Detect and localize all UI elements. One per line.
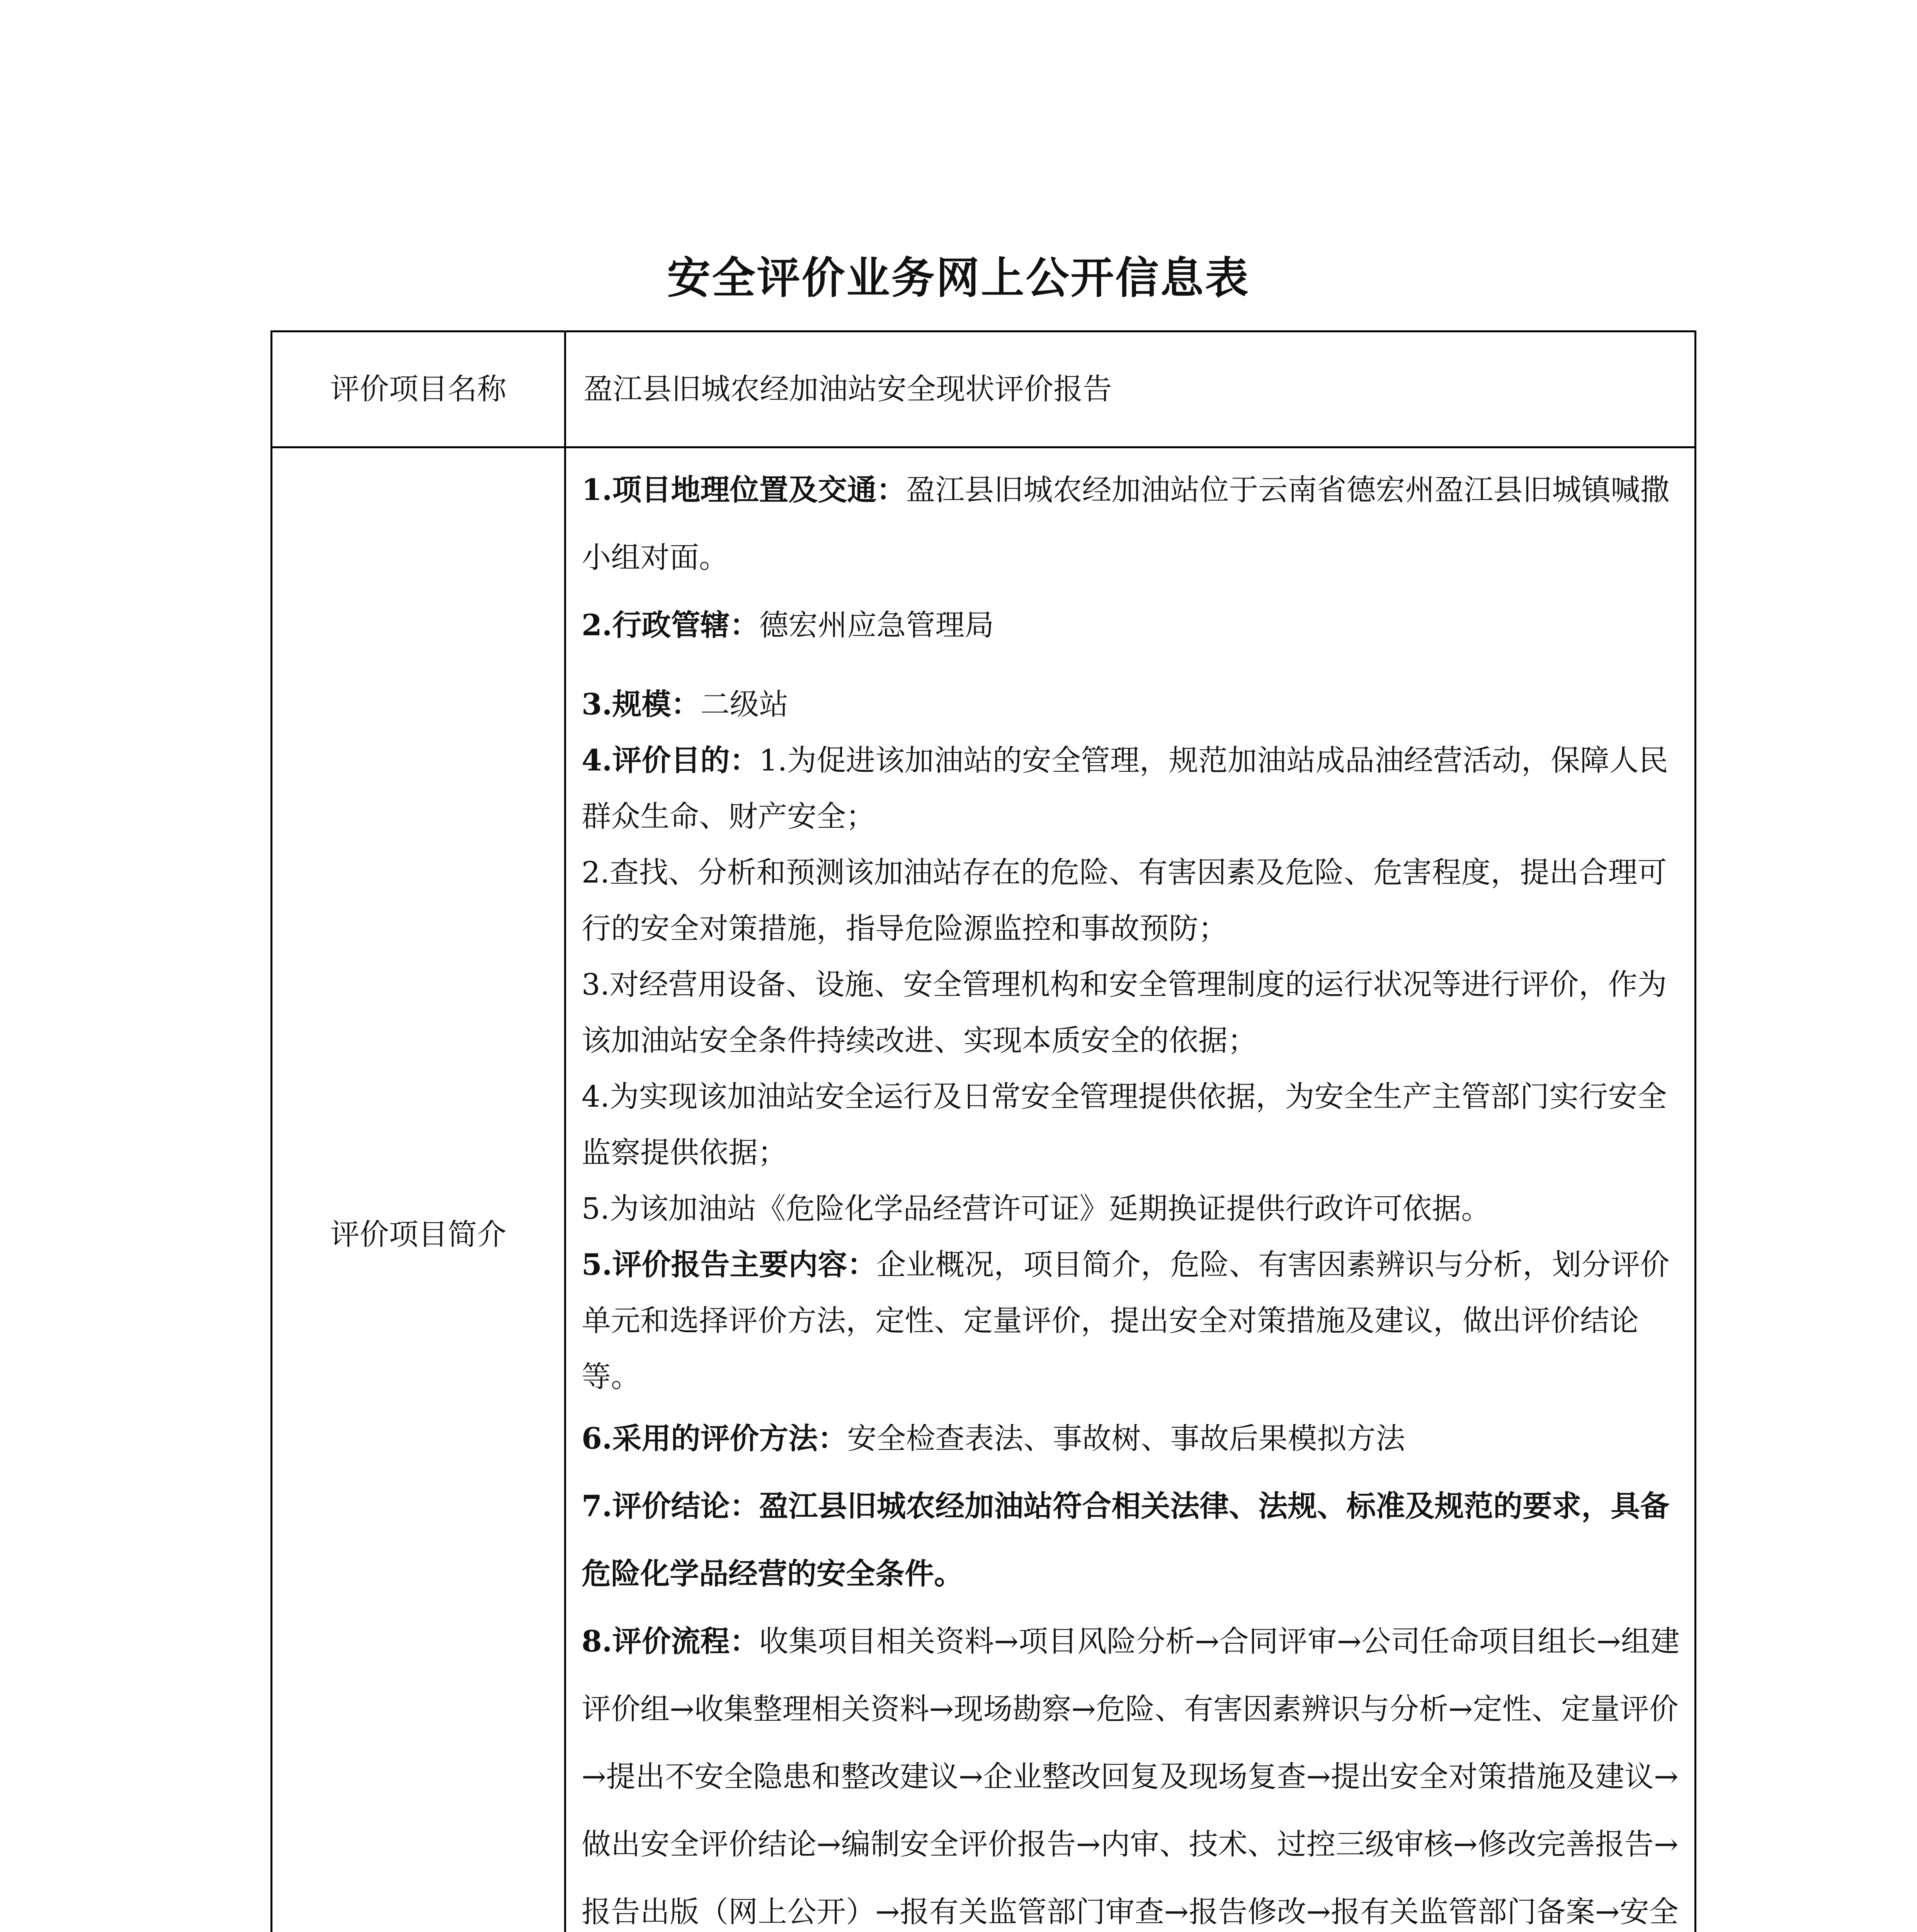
intro-purpose-item: 4.为实现该加油站安全运行及日常安全管理提供依据，为安全生产主管部门实行安全监察提供依据； — [582, 1079, 1667, 1170]
intro-purpose-label: 4.评价目的： — [582, 743, 759, 777]
intro-purpose-item: 2.查找、分析和预测该加油站存在的危险、有害因素及危险、危害程度，提出合理可行的安全对策措施，指导危险源监控和事故预防； — [582, 855, 1667, 946]
intro-admin-text: 德宏州应急管理局 — [759, 608, 994, 642]
intro-content-text: 企业概况，项目简介，危险、有害因素辨识与分析，划分评价单元和选择评价方法，定性、定量评价，提出安全对策措施及建议，做出评价结论等。 — [582, 1247, 1670, 1394]
value-project-name: 盈江县旧城农经加油站安全现状评价报告 — [565, 332, 1696, 447]
intro-process-label: 8.评价流程： — [582, 1624, 759, 1658]
intro-purpose-item: 3.对经营用设备、设施、安全管理机构和安全管理制度的运行状况等进行评价，作为该加油站安全条件持续改进、实现本质安全的依据； — [582, 967, 1667, 1058]
intro-location-label: 1.项目地理位置及交通： — [582, 473, 906, 507]
intro-conclusion-text: 盈江县旧城农经加油站符合相关法律、法规、标准及规范的要求，具备危险化学品经营的安全条件。 — [582, 1489, 1670, 1591]
row-project-intro — [272, 447, 1696, 1932]
info-table — [270, 330, 1696, 1932]
intro-purpose-item: 5.为该加油站《危险化学品经营许可证》延期换证提供行政许可依据。 — [582, 1191, 1491, 1226]
intro-content-label: 5.评价报告主要内容： — [582, 1247, 877, 1282]
intro-admin-label: 2.行政管辖： — [582, 608, 759, 642]
page-title: 安全评价业务网上公开信息表 — [667, 253, 1250, 303]
intro-method-text: 安全检查表法、事故树、事故后果模拟方法 — [847, 1421, 1405, 1456]
intro-conclusion-label: 7.评价结论： — [582, 1489, 759, 1523]
label-project-name: 评价项目名称 — [272, 332, 565, 447]
row-project-name — [272, 332, 1696, 447]
intro-method-label: 6.采用的评价方法： — [582, 1421, 847, 1456]
project-intro-content — [565, 447, 1696, 1932]
intro-location-text: 盈江县旧城农经加油站位于云南省德宏州盈江县旧城镇喊撒小组对面。 — [582, 473, 1670, 575]
intro-process-text: 收集项目相关资料→项目风险分析→合同评审→公司任命项目组长→组建评价组→收集整理相关资料→现场勘察→危险、有害因素辨识与分析→定性、定量评价→提出不安全隐患和整改建议→企业整改回复及现场复查→提出安全对策措施及建议→做出安全评价结论→编制安全评价报告→内审、技术、过控三级审核→修改完善报告→报告出版（网上公开）→报有关监管部门审查→报告修改→报有关监管部门备案→安全 — [582, 1624, 1680, 1929]
intro-scale-text: 二级站 — [700, 687, 789, 721]
label-project-intro: 评价项目简介 — [272, 447, 565, 1932]
intro-scale-label: 3.规模： — [582, 687, 701, 721]
intro-purpose-item: 1.为促进该加油站的安全管理，规范加油站成品油经营活动，保障人民群众生命、财产安全； — [582, 743, 1668, 833]
